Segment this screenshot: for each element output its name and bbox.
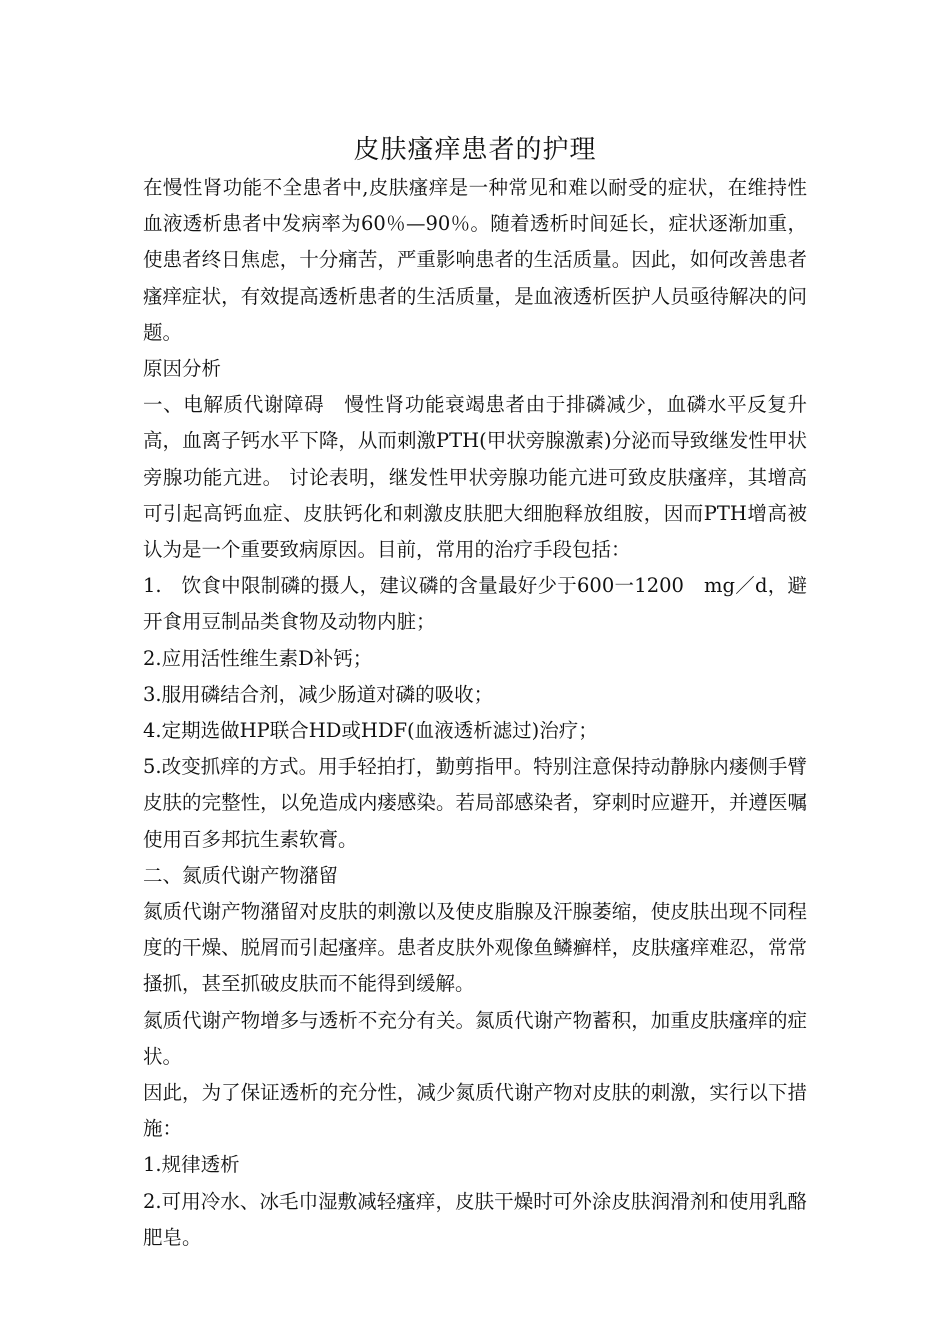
list-item-hp-hd-hdf: 4.定期选做HP联合HD或HDF(血液透析滤过)治疗； [143,719,598,743]
list-item-phosphorus-diet: 1. 饮食中限制磷的摄人，建议磷的含量最好少于600一1200 mg／d，避开食用豆制品类食物及动物内脏； [143,574,807,634]
document-body [143,170,807,1256]
list-item-phosphate-binder: 3.服用磷结合剂，减少肠道对磷的吸收； [143,682,494,706]
list-item-scratching-method: 5.改变抓痒的方式。用手轻拍打，勤剪指甲。特别注意保持动静脉内瘘侧手臂皮肤的完整性，以免造成内瘘感染。若局部感染者，穿刺时应避开，并遵医嘱使用百多邦抗生素软膏。 [143,755,807,851]
paragraph-dialysis-adequacy: 氮质代谢产物增多与透析不充分有关。氮质代谢产物蓄积，加重皮肤瘙痒的症状。 [143,1008,807,1068]
document-title: 皮肤瘙痒患者的护理 [353,135,597,165]
list-item-regular-dialysis: 1.规律透析 [143,1153,240,1177]
list-item-vitamin-d: 2.应用活性维生素D补钙； [143,646,373,670]
list-item-cold-compress: 2.可用冷水、冰毛巾湿敷减轻瘙痒，皮肤干燥时可外涂皮肤润滑剂和使用乳酪肥皂。 [143,1189,807,1249]
paragraph-nitrogen-effects: 氮质代谢产物潴留对皮肤的刺激以及使皮脂腺及汗腺萎缩，使皮肤出现不同程度的干燥、脱屑而引起瘙痒。患者皮肤外观像鱼鳞癣样，皮肤瘙痒难忍，常常搔抓，甚至抓破皮肤而不能得到缓解。 [143,900,807,996]
section-heading-nitrogen-retention: 二、氮质代谢产物潴留 [143,863,339,887]
paragraph-measures-intro: 因此，为了保证透析的充分性，减少氮质代谢产物对皮肤的刺激，实行以下措施： [143,1081,807,1141]
paragraph-electrolyte-disorder: 一、电解质代谢障碍 慢性肾功能衰竭患者由于排磷减少，血磷水平反复升高，血离子钙水平下降，从而刺激PTH(甲状旁腺激素)分泌而导致继发性甲状旁腺功能亢进。 讨论表明，继发性甲状旁腺功能亢进可致皮肤瘙痒，其增高可引起高钙血症、皮肤钙化和刺激皮肤肥大细胞释放组胺，因而PTH增高被认为是一个重要致病原因。目前，常用的治疗手段包括： [143,393,807,562]
section-heading-cause-analysis: 原因分析 [143,357,222,381]
paragraph-intro: 在慢性肾功能不全患者中,皮肤瘙痒是一种常见和难以耐受的症状，在维持性血液透析患者中发病率为60％—90％。随着透析时间延长，症状逐渐加重，使患者终日焦虑，十分痛苦，严重影响患者的生活质量。因此，如何改善患者瘙痒症状，有效提高透析患者的生活质量，是血液透析医护人员亟待解决的问题。 [143,176,807,344]
